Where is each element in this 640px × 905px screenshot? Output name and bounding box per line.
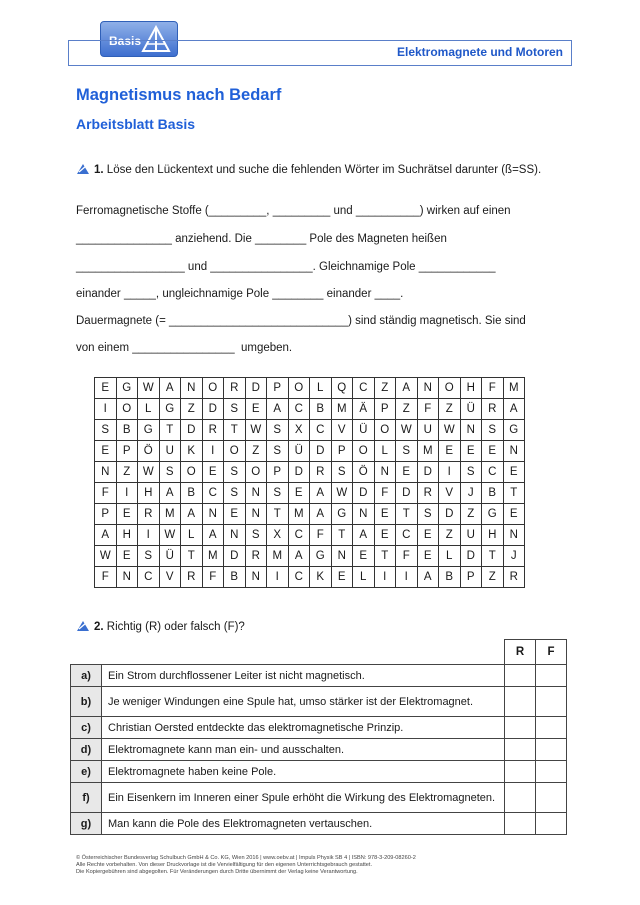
answer-box-f[interactable] <box>536 739 567 761</box>
word-search-cell[interactable]: Z <box>245 441 267 462</box>
word-search-cell[interactable]: Ü <box>460 399 482 420</box>
word-search-cell[interactable]: E <box>95 441 117 462</box>
word-search-cell[interactable]: C <box>310 420 332 441</box>
word-search-cell[interactable]: C <box>288 567 310 588</box>
word-search-cell[interactable]: Z <box>439 399 461 420</box>
word-search-cell[interactable]: R <box>417 483 439 504</box>
task-1-instruction <box>76 163 541 176</box>
word-search-cell[interactable]: D <box>181 420 203 441</box>
word-search-cell[interactable]: E <box>503 504 525 525</box>
word-search-cell[interactable]: S <box>331 462 353 483</box>
word-search-row <box>95 567 525 588</box>
word-search-cell[interactable]: W <box>245 420 267 441</box>
word-search-cell[interactable]: E <box>331 567 353 588</box>
word-search-cell[interactable]: C <box>288 399 310 420</box>
word-search-cell[interactable]: Z <box>482 567 504 588</box>
word-search-cell[interactable]: L <box>310 378 332 399</box>
word-search-cell[interactable]: E <box>460 441 482 462</box>
logo-text: Basis <box>109 34 142 48</box>
word-search-cell[interactable]: S <box>417 504 439 525</box>
word-search-cell[interactable]: T <box>374 546 396 567</box>
word-search-cell[interactable]: G <box>116 378 138 399</box>
word-search-cell[interactable]: Z <box>374 378 396 399</box>
true-false-table <box>70 639 567 835</box>
word-search-cell[interactable]: N <box>374 462 396 483</box>
word-search-cell[interactable]: A <box>353 525 375 546</box>
word-search-cell[interactable]: L <box>353 567 375 588</box>
cloze-line: Ferromagnetische Stoffe (_________, _________ und __________) wirken auf einen <box>76 205 511 217</box>
word-search-row <box>95 399 525 420</box>
word-search-cell[interactable]: C <box>482 462 504 483</box>
word-search-cell[interactable]: P <box>116 441 138 462</box>
word-search-cell[interactable]: E <box>202 462 224 483</box>
word-search-cell[interactable]: T <box>224 420 246 441</box>
word-search-cell[interactable]: Ä <box>353 399 375 420</box>
cloze-line: _________________ und ________________. Gleichnamige Pole ____________ <box>76 261 496 273</box>
footer <box>76 855 416 876</box>
word-search-cell[interactable]: D <box>353 483 375 504</box>
word-search-cell[interactable]: E <box>482 441 504 462</box>
word-search-row <box>95 546 525 567</box>
answer-box-r[interactable] <box>505 687 536 717</box>
word-search-cell[interactable]: S <box>224 483 246 504</box>
word-search-cell[interactable]: F <box>310 525 332 546</box>
word-search-cell[interactable]: J <box>503 546 525 567</box>
word-search-cell[interactable]: X <box>267 525 289 546</box>
word-search-cell[interactable]: Z <box>116 462 138 483</box>
word-search-cell[interactable]: X <box>288 420 310 441</box>
statement-label: b) <box>71 687 102 717</box>
word-search-row <box>95 420 525 441</box>
answer-box-r[interactable] <box>505 717 536 739</box>
word-search-cell[interactable]: G <box>503 420 525 441</box>
footer-line: © Österreichischer Bundesverlag Schulbuch GmbH & Co. KG, Wien 2016 | www.oebv.at | Impuls Physik SB 4 | ISBN: 978-3-209-08260-2 <box>76 855 416 861</box>
word-search-cell[interactable]: Z <box>460 504 482 525</box>
word-search-cell[interactable]: F <box>482 378 504 399</box>
word-search-cell[interactable]: O <box>181 462 203 483</box>
word-search-cell[interactable]: S <box>460 462 482 483</box>
word-search-row <box>95 462 525 483</box>
statement-label: c) <box>71 717 102 739</box>
word-search-cell[interactable]: S <box>482 420 504 441</box>
word-search-cell[interactable]: A <box>310 483 332 504</box>
answer-box-f[interactable] <box>536 813 567 835</box>
word-search-cell[interactable]: M <box>288 504 310 525</box>
word-search-cell[interactable]: D <box>460 546 482 567</box>
word-search-cell[interactable]: G <box>159 399 181 420</box>
word-search-cell[interactable]: C <box>396 525 418 546</box>
task-2-instruction <box>76 620 245 633</box>
word-search-cell[interactable]: T <box>331 525 353 546</box>
word-search-cell[interactable]: D <box>417 462 439 483</box>
word-search-cell[interactable]: B <box>310 399 332 420</box>
word-search-cell[interactable]: B <box>116 420 138 441</box>
statement-row <box>71 739 567 761</box>
word-search-cell[interactable]: O <box>116 399 138 420</box>
word-search-cell[interactable]: F <box>95 567 117 588</box>
statement-row <box>71 783 567 813</box>
word-search-cell[interactable]: L <box>181 525 203 546</box>
word-search-cell[interactable]: T <box>267 504 289 525</box>
cloze-line: von einem ________________ umgeben. <box>76 342 293 354</box>
word-search-cell[interactable]: A <box>417 567 439 588</box>
word-search-cell[interactable]: T <box>482 546 504 567</box>
footer-line: Die Kopiergebühren sind abgegolten. Für Veränderungen durch Dritte übernimmt der Verlag keine Verantwortung. <box>76 869 358 875</box>
word-search-cell[interactable]: N <box>245 567 267 588</box>
word-search-cell[interactable]: B <box>482 483 504 504</box>
word-search-cell[interactable]: L <box>439 546 461 567</box>
word-search-cell[interactable]: V <box>159 567 181 588</box>
word-search-cell[interactable]: R <box>224 378 246 399</box>
word-search-cell[interactable]: S <box>159 462 181 483</box>
word-search-cell[interactable]: R <box>503 567 525 588</box>
word-search-cell[interactable]: U <box>417 420 439 441</box>
cloze-line: Dauermagnete (= ____________________________) sind ständig magnetisch. Sie sind <box>76 315 526 327</box>
header-bar <box>68 40 572 66</box>
word-search-cell[interactable]: B <box>181 483 203 504</box>
word-search-cell[interactable]: V <box>439 483 461 504</box>
word-search-cell[interactable]: N <box>245 483 267 504</box>
word-search-cell[interactable]: V <box>331 420 353 441</box>
word-search-cell[interactable]: E <box>417 546 439 567</box>
word-search-cell[interactable]: D <box>224 546 246 567</box>
word-search-cell[interactable]: Ö <box>138 441 160 462</box>
word-search-cell[interactable]: W <box>331 483 353 504</box>
word-search-cell[interactable]: O <box>202 378 224 399</box>
word-search-cell[interactable]: S <box>95 420 117 441</box>
word-search-cell[interactable]: M <box>202 546 224 567</box>
word-search-grid <box>94 377 525 588</box>
word-search-cell[interactable]: N <box>503 441 525 462</box>
word-search-cell[interactable]: O <box>245 462 267 483</box>
word-search-cell[interactable]: F <box>374 483 396 504</box>
word-search-cell[interactable]: W <box>95 546 117 567</box>
word-search-cell[interactable]: Z <box>396 399 418 420</box>
word-search-cell[interactable]: T <box>396 504 418 525</box>
word-search-cell[interactable]: A <box>288 546 310 567</box>
column-header-f: F <box>536 640 567 665</box>
answer-box-f[interactable] <box>536 687 567 717</box>
word-search-cell[interactable]: O <box>439 378 461 399</box>
word-search-cell[interactable]: O <box>374 420 396 441</box>
page-title: Magnetismus nach Bedarf <box>76 86 282 104</box>
word-search-cell[interactable]: D <box>288 462 310 483</box>
word-search-cell[interactable]: C <box>288 525 310 546</box>
word-search-cell[interactable]: N <box>116 567 138 588</box>
word-search-cell[interactable]: M <box>503 378 525 399</box>
word-search-cell[interactable]: N <box>417 378 439 399</box>
word-search-cell[interactable]: D <box>202 399 224 420</box>
answer-box-r[interactable] <box>505 783 536 813</box>
word-search-cell[interactable]: A <box>181 504 203 525</box>
word-search-cell[interactable]: S <box>138 546 160 567</box>
word-search-cell[interactable]: E <box>116 546 138 567</box>
word-search-cell[interactable]: I <box>138 525 160 546</box>
word-search-cell[interactable]: W <box>439 420 461 441</box>
word-search-cell[interactable]: W <box>159 525 181 546</box>
word-search-cell[interactable]: R <box>138 504 160 525</box>
word-search-cell[interactable]: Z <box>181 399 203 420</box>
statement-row <box>71 717 567 739</box>
word-search-row <box>95 483 525 504</box>
pen-triangle-icon <box>76 163 90 175</box>
word-search-cell[interactable]: K <box>181 441 203 462</box>
word-search-cell[interactable]: R <box>181 567 203 588</box>
word-search-cell[interactable]: S <box>396 441 418 462</box>
word-search-cell[interactable]: E <box>116 504 138 525</box>
word-search-cell[interactable]: S <box>224 399 246 420</box>
word-search-row <box>95 504 525 525</box>
word-search-cell[interactable]: Z <box>439 525 461 546</box>
word-search-cell[interactable]: Ü <box>353 420 375 441</box>
cloze-line: einander _____, ungleichnamige Pole ________ einander ____. <box>76 288 404 300</box>
statement-text: Ein Strom durchflossener Leiter ist nicht magnetisch. <box>102 665 505 687</box>
word-search-cell[interactable]: T <box>503 483 525 504</box>
task-2-number: 2. <box>94 621 104 633</box>
word-search-cell[interactable]: E <box>417 525 439 546</box>
task-2-text: Richtig (R) oder falsch (F)? <box>106 621 245 633</box>
word-search-cell[interactable]: L <box>138 399 160 420</box>
statement-label: f) <box>71 783 102 813</box>
word-search-cell[interactable]: F <box>95 483 117 504</box>
word-search-cell[interactable]: L <box>374 441 396 462</box>
column-header-r: R <box>505 640 536 665</box>
word-search-cell[interactable]: N <box>331 546 353 567</box>
word-search-cell[interactable]: T <box>181 546 203 567</box>
word-search-cell[interactable]: M <box>159 504 181 525</box>
word-search-cell[interactable]: E <box>245 399 267 420</box>
word-search-cell[interactable]: C <box>202 483 224 504</box>
word-search-cell[interactable]: U <box>159 441 181 462</box>
statement-text: Man kann die Pole des Elektromagneten vertauschen. <box>102 813 505 835</box>
word-search-cell[interactable]: E <box>374 525 396 546</box>
statement-text: Ein Eisenkern im Inneren einer Spule erhöht die Wirkung des Elektromagneten. <box>102 783 505 813</box>
word-search-cell[interactable]: R <box>310 462 332 483</box>
word-search-cell[interactable]: S <box>224 462 246 483</box>
word-search-cell[interactable]: A <box>503 399 525 420</box>
pen-triangle-icon <box>76 620 90 632</box>
word-search-cell[interactable]: F <box>202 567 224 588</box>
word-search-cell[interactable]: G <box>138 420 160 441</box>
word-search-cell[interactable]: E <box>396 462 418 483</box>
word-search-cell[interactable]: I <box>116 483 138 504</box>
cloze-line: _______________ anziehend. Die ________ Pole des Magneten heißen <box>76 233 447 245</box>
statement-text: Elektromagnete kann man ein- und ausschalten. <box>102 739 505 761</box>
answer-box-f[interactable] <box>536 783 567 813</box>
answer-box-r[interactable] <box>505 813 536 835</box>
word-search-cell[interactable]: A <box>396 378 418 399</box>
word-search-cell[interactable]: A <box>159 483 181 504</box>
word-search-cell[interactable]: Ü <box>288 441 310 462</box>
word-search-cell[interactable]: A <box>95 525 117 546</box>
word-search-cell[interactable]: F <box>396 546 418 567</box>
statement-text: Christian Oersted entdeckte das elektromagnetische Prinzip. <box>102 717 505 739</box>
word-search-cell[interactable]: G <box>310 546 332 567</box>
word-search-cell[interactable]: J <box>460 483 482 504</box>
word-search-cell[interactable]: I <box>439 462 461 483</box>
word-search-cell[interactable]: N <box>224 525 246 546</box>
word-search-cell[interactable]: N <box>503 525 525 546</box>
word-search-cell[interactable]: P <box>331 441 353 462</box>
word-search-row <box>95 525 525 546</box>
word-search-cell[interactable]: N <box>95 462 117 483</box>
word-search-cell[interactable]: A <box>267 399 289 420</box>
word-search-cell[interactable]: H <box>482 525 504 546</box>
footer-line: Alle Rechte vorbehalten. Von dieser Druckvorlage ist die Vervielfältigung für den eigenen Unterrichtsgebrauch gestattet. <box>76 862 373 868</box>
word-search-cell[interactable]: N <box>181 378 203 399</box>
word-search-row <box>95 441 525 462</box>
word-search-cell[interactable]: N <box>460 420 482 441</box>
word-search-cell[interactable]: E <box>224 504 246 525</box>
word-search-cell[interactable]: I <box>267 567 289 588</box>
word-search-cell[interactable]: A <box>202 525 224 546</box>
word-search-cell[interactable]: N <box>245 504 267 525</box>
statement-row <box>71 687 567 717</box>
word-search-cell[interactable]: A <box>310 504 332 525</box>
word-search-cell[interactable]: B <box>224 567 246 588</box>
word-search-row <box>95 378 525 399</box>
word-search-cell[interactable]: S <box>245 525 267 546</box>
word-search-cell[interactable]: T <box>159 420 181 441</box>
word-search-cell[interactable]: P <box>95 504 117 525</box>
statement-row <box>71 761 567 783</box>
word-search-cell[interactable]: W <box>138 462 160 483</box>
word-search-cell[interactable]: R <box>245 546 267 567</box>
word-search-cell[interactable]: O <box>288 378 310 399</box>
statement-label: g) <box>71 813 102 835</box>
word-search-cell[interactable]: E <box>374 504 396 525</box>
word-search-cell[interactable]: C <box>353 378 375 399</box>
word-search-cell[interactable]: O <box>224 441 246 462</box>
word-search-cell[interactable]: H <box>138 483 160 504</box>
word-search-cell[interactable]: H <box>116 525 138 546</box>
answer-box-f[interactable] <box>536 717 567 739</box>
word-search-cell[interactable]: P <box>267 378 289 399</box>
word-search-cell[interactable]: Ü <box>159 546 181 567</box>
word-search-cell[interactable]: M <box>331 399 353 420</box>
word-search-cell[interactable]: D <box>439 504 461 525</box>
statement-text: Je weniger Windungen eine Spule hat, umso stärker ist der Elektromagnet. <box>102 687 505 717</box>
word-search-cell[interactable]: R <box>482 399 504 420</box>
word-search-cell[interactable]: I <box>374 567 396 588</box>
word-search-cell[interactable]: S <box>267 441 289 462</box>
word-search-cell[interactable]: R <box>202 420 224 441</box>
word-search-cell[interactable]: E <box>288 483 310 504</box>
statement-label: e) <box>71 761 102 783</box>
word-search-cell[interactable]: G <box>482 504 504 525</box>
word-search-cell[interactable]: C <box>138 567 160 588</box>
word-search-cell[interactable]: U <box>460 525 482 546</box>
word-search-cell[interactable]: K <box>310 567 332 588</box>
word-search-cell[interactable]: P <box>374 399 396 420</box>
word-search-cell[interactable]: D <box>310 441 332 462</box>
word-search-cell[interactable]: E <box>353 546 375 567</box>
word-search-cell[interactable]: E <box>439 441 461 462</box>
word-search-cell[interactable]: Ö <box>353 462 375 483</box>
word-search-cell[interactable]: E <box>95 378 117 399</box>
word-search-cell[interactable]: Q <box>331 378 353 399</box>
header-title: Elektromagnete und Motoren <box>396 45 563 59</box>
answer-box-r[interactable] <box>505 665 536 687</box>
word-search-cell[interactable]: A <box>159 378 181 399</box>
word-search-cell[interactable]: I <box>95 399 117 420</box>
word-search-cell[interactable]: W <box>396 420 418 441</box>
word-search-cell[interactable]: E <box>503 462 525 483</box>
answer-box-f[interactable] <box>536 665 567 687</box>
word-search-cell[interactable]: F <box>417 399 439 420</box>
statement-row <box>71 665 567 687</box>
word-search-cell[interactable]: S <box>267 483 289 504</box>
answer-box-r[interactable] <box>505 761 536 783</box>
word-search-cell[interactable]: M <box>417 441 439 462</box>
word-search-cell[interactable]: M <box>267 546 289 567</box>
word-search-cell[interactable]: B <box>439 567 461 588</box>
word-search-cell[interactable]: S <box>267 420 289 441</box>
statement-row <box>71 813 567 835</box>
answer-box-f[interactable] <box>536 761 567 783</box>
statement-label: a) <box>71 665 102 687</box>
statement-text: Elektromagnete haben keine Pole. <box>102 761 505 783</box>
answer-box-r[interactable] <box>505 739 536 761</box>
statement-label: d) <box>71 739 102 761</box>
word-search-cell[interactable]: D <box>396 483 418 504</box>
word-search-cell[interactable]: H <box>460 378 482 399</box>
word-search-cell[interactable]: N <box>353 504 375 525</box>
word-search-cell[interactable]: N <box>202 504 224 525</box>
word-search-cell[interactable]: G <box>331 504 353 525</box>
word-search-cell[interactable]: P <box>460 567 482 588</box>
word-search-cell[interactable]: W <box>138 378 160 399</box>
task-1-number: 1. <box>94 164 104 176</box>
word-search-cell[interactable]: P <box>267 462 289 483</box>
word-search-cell[interactable]: D <box>245 378 267 399</box>
word-search-cell[interactable]: I <box>202 441 224 462</box>
task-1-text: Löse den Lückentext und suche die fehlenden Wörter im Suchrätsel darunter (ß=SS). <box>106 164 542 176</box>
page-subtitle: Arbeitsblatt Basis <box>76 116 196 132</box>
word-search-cell[interactable]: O <box>353 441 375 462</box>
word-search-cell[interactable]: I <box>396 567 418 588</box>
